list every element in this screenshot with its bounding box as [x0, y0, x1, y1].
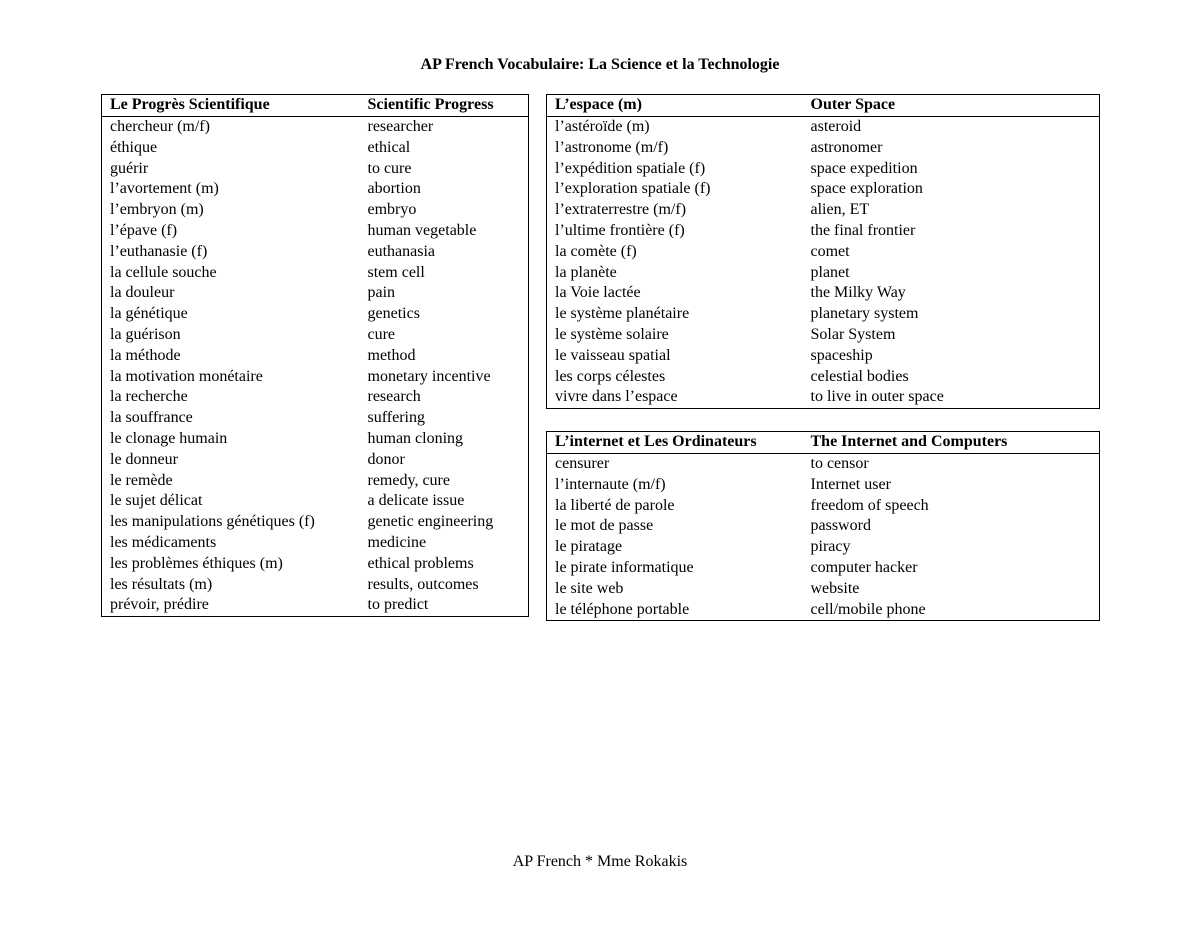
french-term: chercheur (m/f) [110, 118, 210, 135]
english-translation: to live in outer space [810, 388, 944, 406]
table-row [547, 263, 1100, 284]
english-translation: donor [367, 450, 405, 468]
table-row [547, 475, 1100, 496]
french-term: prévoir, prédire [110, 596, 209, 614]
french-term: la méthode [110, 346, 181, 364]
table-row [102, 200, 529, 221]
french-term: le téléphone portable [555, 600, 690, 618]
table-row [547, 537, 1100, 558]
page-title: AP French Vocabulaire: La Science et la Technologie [420, 56, 780, 73]
table-row [547, 283, 1100, 304]
table-row [102, 408, 529, 429]
english-translation: password [810, 517, 871, 535]
english-translation: suffering [367, 409, 425, 427]
vocab-table-espace [546, 94, 1100, 409]
table-row [102, 346, 529, 367]
french-term: éthique [110, 138, 158, 156]
english-translation: the final frontier [810, 221, 916, 239]
column-header-english: The Internet and Computers [803, 432, 1100, 454]
table-row [102, 512, 529, 533]
english-translation: monetary incentive [367, 367, 491, 385]
french-term: le donneur [110, 450, 178, 468]
table-row [547, 242, 1100, 263]
english-translation: euthanasia [367, 242, 436, 260]
english-translation: astronomer [810, 138, 883, 156]
french-term: le pirate informatique [555, 558, 694, 576]
english-translation: ethical problems [367, 554, 474, 572]
table-row [547, 117, 1100, 138]
french-term: la génétique [110, 305, 188, 323]
table-header-row [102, 95, 529, 117]
french-term: les corps célestes [555, 367, 666, 385]
english-translation: a delicate issue [367, 492, 465, 510]
english-translation: medicine [367, 533, 427, 551]
english-translation: to predict [367, 596, 429, 614]
table-row [102, 533, 529, 554]
french-term: le sujet délicat [110, 492, 203, 510]
table-row [102, 263, 529, 284]
table-row [102, 159, 529, 180]
vocab-table-internet [546, 431, 1100, 621]
table-row [102, 429, 529, 450]
table-row [547, 516, 1100, 537]
table-row [102, 304, 529, 325]
table-row [547, 454, 1100, 475]
english-translation: human cloning [367, 429, 464, 447]
table-row [102, 325, 529, 346]
table-row [547, 600, 1100, 621]
table-header-row [547, 95, 1100, 117]
table-row [102, 575, 529, 596]
vocab-table-progres-scientifique [101, 94, 529, 617]
table-header-row [547, 432, 1100, 454]
french-term: le mot de passe [555, 517, 654, 535]
table-row [547, 579, 1100, 600]
french-term: la douleur [110, 284, 175, 302]
table-row [102, 138, 529, 159]
table-row [102, 179, 529, 200]
column-header-french: L’espace (m) [547, 95, 803, 117]
french-term: vivre dans l’espace [555, 388, 678, 406]
table-row [547, 179, 1100, 200]
english-translation: genetic engineering [367, 513, 494, 531]
english-translation: research [367, 388, 421, 406]
french-term: l’astéroïde (m) [555, 118, 650, 135]
french-term: l’expédition spatiale (f) [555, 159, 706, 177]
english-translation: celestial bodies [810, 367, 909, 385]
french-term: le piratage [555, 538, 623, 556]
english-translation: website [810, 579, 860, 597]
table-row [547, 325, 1100, 346]
french-term: les manipulations génétiques (f) [110, 513, 315, 531]
table-row [102, 450, 529, 471]
french-term: les médicaments [110, 533, 217, 551]
english-translation: to censor [810, 455, 869, 472]
french-term: l’épave (f) [110, 221, 178, 239]
english-translation: ethical [367, 138, 411, 156]
french-term: l’ultime frontière (f) [555, 221, 685, 239]
english-translation: space exploration [810, 180, 923, 198]
english-translation: comet [810, 242, 850, 260]
english-translation: to cure [367, 159, 412, 177]
table-row [547, 367, 1100, 388]
table-row [547, 387, 1100, 408]
table-row [547, 304, 1100, 325]
english-translation: genetics [367, 305, 420, 323]
english-translation: method [367, 346, 416, 364]
french-term: la guérison [110, 325, 181, 343]
french-term: la souffrance [110, 409, 193, 427]
table-row [102, 491, 529, 512]
column-header-french: L’internet et Les Ordinateurs [547, 432, 803, 454]
french-term: le système solaire [555, 325, 669, 343]
english-translation: spaceship [810, 346, 873, 364]
english-translation: the Milky Way [810, 284, 906, 302]
french-term: le site web [555, 579, 624, 597]
table-row [102, 367, 529, 388]
english-translation: cure [367, 325, 396, 343]
french-term: l’exploration spatiale (f) [555, 180, 711, 198]
english-translation: cell/mobile phone [810, 600, 926, 618]
english-translation: results, outcomes [367, 575, 479, 593]
french-term: le remède [110, 471, 173, 489]
french-term: l’embryon (m) [110, 201, 204, 219]
page-footer: AP French * Mme Rokakis [512, 853, 688, 870]
english-translation: freedom of speech [810, 496, 929, 514]
french-term: l’astronome (m/f) [555, 138, 669, 156]
french-term: le système planétaire [555, 305, 690, 323]
french-term: la motivation monétaire [110, 367, 263, 385]
english-translation: stem cell [367, 263, 425, 281]
english-translation: embryo [367, 201, 417, 219]
english-translation: piracy [810, 538, 851, 556]
english-translation: Internet user [810, 475, 891, 493]
french-term: l’avortement (m) [110, 180, 219, 198]
french-term: la comète (f) [555, 242, 637, 260]
french-term: l’internaute (m/f) [555, 475, 666, 493]
table-row [547, 138, 1100, 159]
table-row [102, 221, 529, 242]
french-term: guérir [110, 159, 149, 177]
french-term: la cellule souche [110, 263, 217, 281]
french-term: l’extraterrestre (m/f) [555, 201, 687, 219]
english-translation: computer hacker [810, 558, 918, 576]
column-header-english: Scientific Progress [360, 95, 529, 117]
table-row [102, 242, 529, 263]
french-term: les résultats (m) [110, 575, 213, 593]
english-translation: space expedition [810, 159, 918, 177]
english-translation: planetary system [810, 305, 919, 323]
table-row [547, 200, 1100, 221]
english-translation: abortion [367, 180, 421, 198]
french-term: la planète [555, 263, 617, 281]
column-header-french: Le Progrès Scientifique [102, 95, 360, 117]
english-translation: human vegetable [367, 221, 477, 239]
table-row [102, 471, 529, 492]
table-row [102, 283, 529, 304]
english-translation: researcher [367, 118, 434, 135]
french-term: les problèmes éthiques (m) [110, 554, 283, 572]
table-row [547, 346, 1100, 367]
table-row [547, 221, 1100, 242]
english-translation: alien, ET [810, 201, 870, 219]
french-term: censurer [555, 455, 610, 472]
table-row [102, 387, 529, 408]
table-row [102, 595, 529, 616]
french-term: le clonage humain [110, 429, 228, 447]
french-term: le vaisseau spatial [555, 346, 671, 364]
table-row [547, 558, 1100, 579]
french-term: l’euthanasie (f) [110, 242, 208, 260]
table-row [547, 159, 1100, 180]
french-term: la Voie lactée [555, 284, 641, 302]
english-translation: remedy, cure [367, 471, 450, 489]
column-header-english: Outer Space [803, 95, 1100, 117]
table-row [102, 117, 529, 138]
english-translation: planet [810, 263, 850, 281]
french-term: la recherche [110, 388, 188, 406]
table-row [102, 554, 529, 575]
french-term: la liberté de parole [555, 496, 675, 514]
english-translation: pain [367, 284, 396, 302]
table-row [547, 496, 1100, 517]
english-translation: Solar System [810, 325, 896, 343]
english-translation: asteroid [810, 118, 862, 135]
